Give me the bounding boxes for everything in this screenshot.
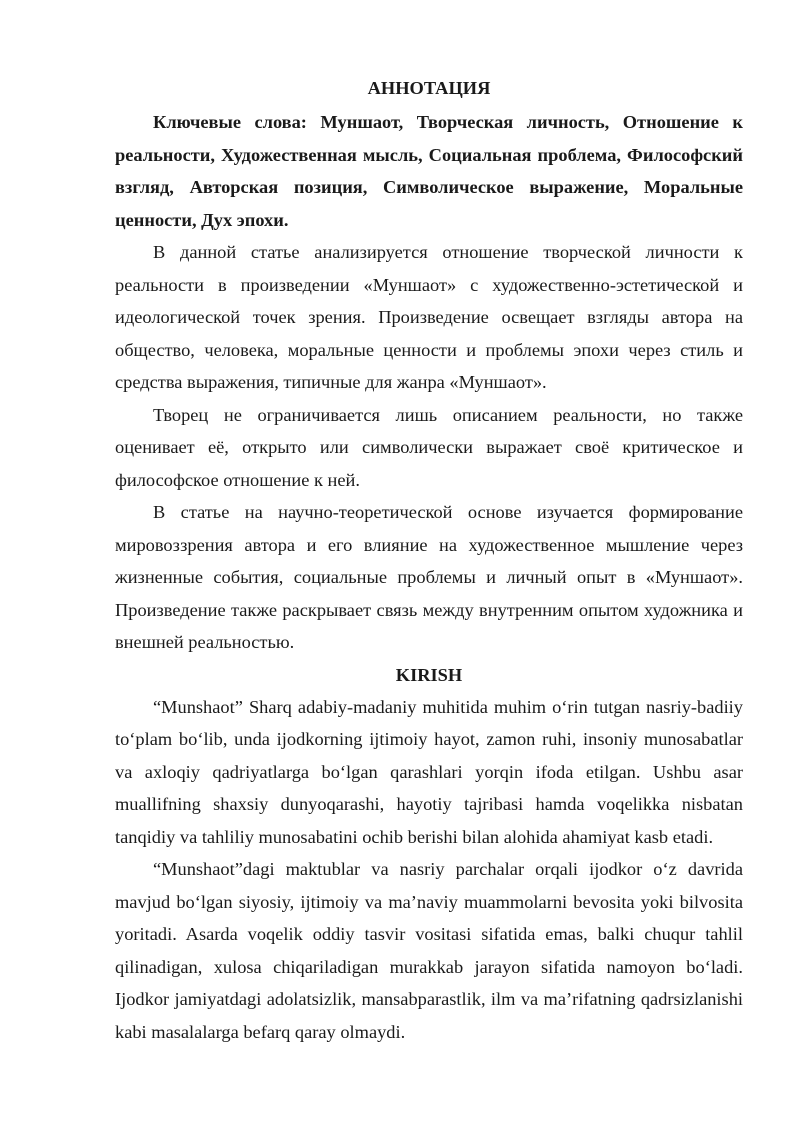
- annotation-paragraph-2: Творец не ограничивается лишь описанием реальности, но также оценивает её, открыто или символически выражает своё критическое и философское отношение к ней.: [115, 404, 743, 490]
- keywords-paragraph: Ключевые слова: Муншаот, Творческая личность, Отношение к реальности, Художественная мысль, Социальная проблема, Философский взгляд, Авторская позиция, Символическое выражение, Моральные ценности, Дух эпохи.: [115, 112, 743, 230]
- annotation-heading: АННОТАЦИЯ: [367, 78, 491, 98]
- annotation-paragraph-1: В данной статье анализируется отношение творческой личности к реальности в произведении «Муншаот» с художественно-эстетической и идеологической точек зрения. Произведение освещает взгляды автора на общество, человека, моральные ценности и проблемы эпохи через стиль и средства выражения, типичные для жанра «Муншаот».: [115, 242, 743, 392]
- document-body: [115, 70, 743, 1048]
- annotation-paragraph-3: В статье на научно-теоретической основе изучается формирование мировоззрения автора и его влияние на художественное мышление через жизненные события, социальные проблемы и личный опыт в «Муншаот». Произведение также раскрывает связь между внутренним опытом художника и внешней реальностью.: [115, 502, 743, 652]
- kirish-paragraph-1: “Munshaot” Sharq adabiy-madaniy muhitida muhim o‘rin tutgan nasriy-badiiy to‘plam bo‘lib, unda ijodkorning ijtimoiy hayot, zamon ruhi, insoniy munosabatlar va axloqiy qadriyatlarga bo‘lgan qarashlari yorqin ifoda etilgan. Ushbu asar muallifning shaxsiy dunyoqarashi, hayotiy tajribasi hamda voqelikka nisbatan tanqidiy va tahliliy munosabatini ochib berishi bilan alohida ahamiyat kasb etadi.: [115, 696, 743, 847]
- kirish-heading: KIRISH: [395, 664, 463, 685]
- kirish-paragraph-2: “Munshaot”dagi maktublar va nasriy parchalar orqali ijodkor o‘z davrida mavjud bo‘lgan siyosiy, ijtimoiy va ma’naviy muammolarni bevosita yoki bilvosita yoritadi. Asarda voqelik oddiy tasvir vositasi sifatida emas, balki chuqur tahlil qilinadigan, xulosa chiqariladigan murakkab jarayon sifatida namoyon bo‘ladi. Ijodkor jamiyatdagi adolatsizlik, mansabparastlik, ilm va ma’rifatning qadrsizlanishi kabi masalalarga befarq qaray olmaydi.: [115, 859, 743, 1042]
